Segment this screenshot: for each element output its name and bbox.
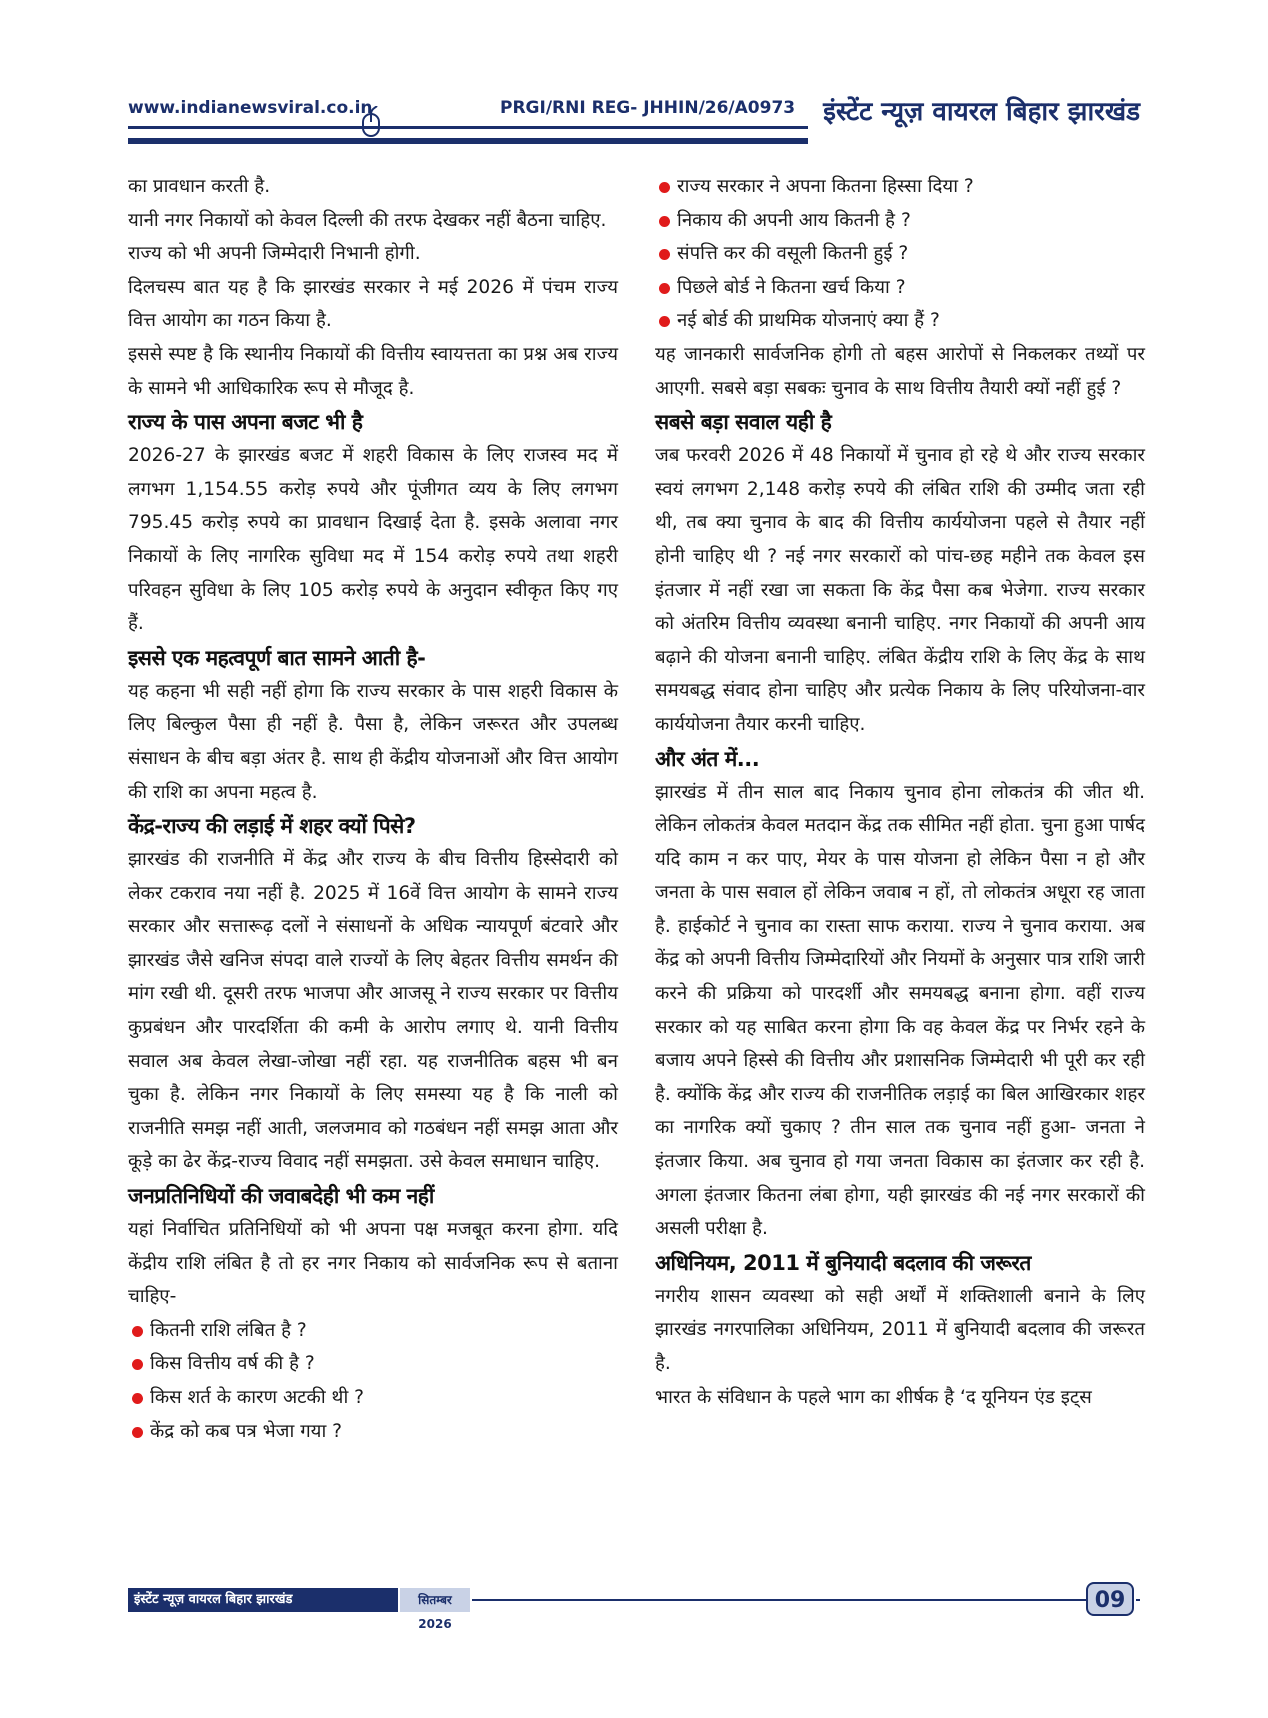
paragraph: राज्य को भी अपनी जिम्मेदारी निभानी होगी.: [128, 243, 421, 265]
paragraph: यानी नगर निकायों को केवल दिल्ली की तरफ देखकर नहीं बैठना चाहिए.: [128, 209, 607, 231]
left-column: [128, 170, 618, 1448]
bullet-list: [655, 170, 1145, 338]
registration-number: PRGI/RNI REG- JHHIN/26/A0973: [500, 98, 796, 118]
list-item: किस वित्तीय वर्ष की है ?: [128, 1347, 618, 1381]
page-number: 09: [1086, 1582, 1134, 1616]
list-item: निकाय की अपनी आय कितनी है ?: [655, 204, 1145, 238]
bullet-dot: [659, 316, 670, 327]
bullet-dot: [132, 1326, 143, 1337]
right-column: [655, 170, 1145, 1414]
list-item: कितनी राशि लंबित है ?: [128, 1314, 618, 1348]
page-footer: [128, 1582, 1140, 1631]
bullet-dot: [132, 1359, 143, 1370]
section-heading: केंद्र-राज्य की लड़ाई में शहर क्यों पिसे?: [128, 814, 416, 839]
bullet-dot: [659, 249, 670, 260]
paragraph: यह जानकारी सार्वजनिक होगी तो बहस आरोपों से निकलकर तथ्यों पर आएगी. सबसे बड़ा सबकः चुनाव के साथ वित्तीय तैयारी क्यों नहीं हुई ?: [655, 343, 1145, 399]
page-header: [128, 98, 1140, 150]
section-heading: सबसे बड़ा सवाल यही है: [655, 410, 832, 435]
bullet-dot: [659, 216, 670, 227]
paragraph: झारखंड में तीन साल बाद निकाय चुनाव होना लोकतंत्र की जीत थी. लेकिन लोकतंत्र केवल मतदान केंद्र तक सीमित नहीं होता. चुना हुआ पार्षद यदि काम न कर पाए, मेयर के पास योजना हो लेकिन पैसा न हो और जनता के पास सवाल हों लेकिन जवाब न हों, तो लोकतंत्र अधूरा रह जाता है. हाईकोर्ट ने चुनाव का रास्ता साफ कराया. राज्य ने चुनाव कराया. अब केंद्र को अपनी वित्तीय जिम्मेदारियों और नियमों के अनुसार पात्र राशि जारी करने की प्रक्रिया को पारदर्शी और समयबद्ध बनाना होगा. वहीं राज्य सरकार को यह साबित करना होगा कि वह केवल केंद्र पर निर्भर रहने के बजाय अपने हिस्से की वित्तीय और प्रशासनिक जिम्मेदारी भी पूरी कर रही है. क्योंकि केंद्र और राज्य की राजनीतिक लड़ाई का बिल आखिरकार शहर का नागरिक क्यों चुकाए ? तीन साल तक चुनाव नहीं हुआ- जनता ने इंतजार किया. अब चुनाव हो गया जनता विकास का इंतजार कर रही है. अगला इंतजार कितना लंबा होगा, यही झारखंड की नई नगर सरकारों की असली परीक्षा है.: [655, 781, 1145, 1240]
paragraph: नगरीय शासन व्यवस्था को सही अर्थों में शक्तिशाली बनाने के लिए झारखंड नगरपालिका अधिनियम, 2011 में बुनियादी बदलाव की जरूरत है.: [655, 1285, 1145, 1374]
paragraph: दिलचस्प बात यह है कि झारखंड सरकार ने मई 2026 में पंचम राज्य वित्त आयोग का गठन किया है.: [128, 276, 618, 332]
footer-rule-end: [1136, 1599, 1140, 1601]
paragraph: इससे स्पष्ट है कि स्थानीय निकायों की वित्तीय स्वायत्तता का प्रश्न अब राज्य के सामने भी आधिकारिक रूप से मौजूद है.: [128, 343, 618, 399]
section-heading: अधिनियम, 2011 में बुनियादी बदलाव की जरूरत: [655, 1250, 1031, 1275]
publication-title: इंस्टेंट न्यूज़ वायरल बिहार झारखंड: [823, 97, 1140, 127]
mouse-icon: [361, 106, 381, 138]
section-heading: राज्य के पास अपना बजट भी है: [128, 410, 363, 435]
bullet-dot: [659, 283, 670, 294]
list-item: राज्य सरकार ने अपना कितना हिस्सा दिया ?: [655, 170, 1145, 204]
section-heading: और अंत में...: [655, 746, 760, 771]
bullet-list: [128, 1314, 618, 1448]
list-item: नई बोर्ड की प्राथमिक योजनाएं क्या हैं ?: [655, 304, 1145, 338]
bullet-dot: [132, 1393, 143, 1404]
paragraph: यहां निर्वाचित प्रतिनिधियों को भी अपना पक्ष मजबूत करना होगा. यदि केंद्रीय राशि लंबित है तो हर नगर निकाय को सार्वजनिक रूप से बताना चाहिए-: [128, 1219, 618, 1308]
website-url[interactable]: www.indianewsviral.co.in: [128, 98, 373, 118]
header-rule: [128, 126, 808, 129]
paragraph: यह कहना भी सही नहीं होगा कि राज्य सरकार के पास शहरी विकास के लिए बिल्कुल पैसा ही नहीं है. पैसा है, लेकिन जरूरत और उपलब्ध संसाधन के बीच बड़ा अंतर है. साथ ही केंद्रीय योजनाओं और वित्त आयोग की राशि का अपना महत्व है.: [128, 680, 618, 803]
section-heading: जनप्रतिनिधियों की जवाबदेही भी कम नहीं: [128, 1184, 434, 1209]
issue-month: सितम्बर 2026: [400, 1588, 470, 1612]
bullet-dot: [659, 182, 670, 193]
footer-title: इंस्टेंट न्यूज़ वायरल बिहार झारखंड: [128, 1588, 398, 1612]
paragraph: 2026-27 के झारखंड बजट में शहरी विकास के लिए राजस्व मद में लगभग 1,154.55 करोड़ रुपये और पूंजीगत व्यय के लिए लगभग 795.45 करोड़ रुपये का प्रावधान दिखाई देता है. इसके अलावा नगर निकायों के लिए नागरिक सुविधा मद में 154 करोड़ रुपये तथा शहरी परिवहन सुविधा के लिए 105 करोड़ रुपये के अनुदान स्वीकृत किए गए हैं.: [128, 445, 618, 635]
paragraph: जब फरवरी 2026 में 48 निकायों में चुनाव हो रहे थे और राज्य सरकार स्वयं लगभग 2,148 करोड़ रुपये की लंबित राशि की उम्मीद जता रही थी, तब क्या चुनाव के बाद की वित्तीय कार्ययोजना पहले से तैयार नहीं होनी चाहिए थी ? नई नगर सरकारों को पांच-छह महीने तक केवल इस इंतजार में नहीं रखा जा सकता कि केंद्र पैसा कब भेजेगा. राज्य सरकार को अंतरिम वित्तीय व्यवस्था बनानी चाहिए. नगर निकायों की अपनी आय बढ़ाने की योजना बनानी चाहिए. लंबित केंद्रीय राशि के लिए केंद्र के साथ समयबद्ध संवाद होना चाहिए और प्रत्येक निकाय के लिए परियोजना-वार कार्ययोजना तैयार करनी चाहिए.: [655, 445, 1145, 735]
header-rule-thick: [128, 138, 808, 144]
section-heading: इससे एक महत्वपूर्ण बात सामने आती है-: [128, 645, 426, 670]
bullet-dot: [132, 1427, 143, 1438]
paragraph: का प्रावधान करती है.: [128, 176, 271, 197]
list-item: केंद्र को कब पत्र भेजा गया ?: [128, 1415, 618, 1449]
list-item: किस शर्त के कारण अटकी थी ?: [128, 1381, 618, 1415]
list-item: पिछले बोर्ड ने कितना खर्च किया ?: [655, 271, 1145, 305]
footer-rule: [472, 1599, 1088, 1601]
paragraph: भारत के संविधान के पहले भाग का शीर्षक है ‘द यूनियन एंड इट्स: [655, 1386, 1092, 1408]
paragraph: झारखंड की राजनीति में केंद्र और राज्य के बीच वित्तीय हिस्सेदारी को लेकर टकराव नया नहीं है. 2025 में 16वें वित्त आयोग के सामने राज्य सरकार और सत्तारूढ़ दलों ने संसाधनों के अधिक न्यायपूर्ण बंटवारे और झारखंड जैसे खनिज संपदा वाले राज्यों के लिए बेहतर वित्तीय समर्थन की मांग रखी थी. दूसरी तरफ भाजपा और आजसू ने राज्य सरकार पर वित्तीय कुप्रबंधन और पारदर्शिता की कमी के आरोप लगाए थे. यानी वित्तीय सवाल अब केवल लेखा-जोखा नहीं रहा. यह राजनीतिक बहस भी बन चुका है. लेकिन नगर निकायों के लिए समस्या यह है कि नाली को राजनीति समझ नहीं आती, जलजमाव को गठबंधन नहीं समझ आता और कूड़े का ढेर केंद्र-राज्य विवाद नहीं समझता. उसे केवल समाधान चाहिए.: [128, 849, 618, 1173]
list-item: संपत्ति कर की वसूली कितनी हुई ?: [655, 237, 1145, 271]
